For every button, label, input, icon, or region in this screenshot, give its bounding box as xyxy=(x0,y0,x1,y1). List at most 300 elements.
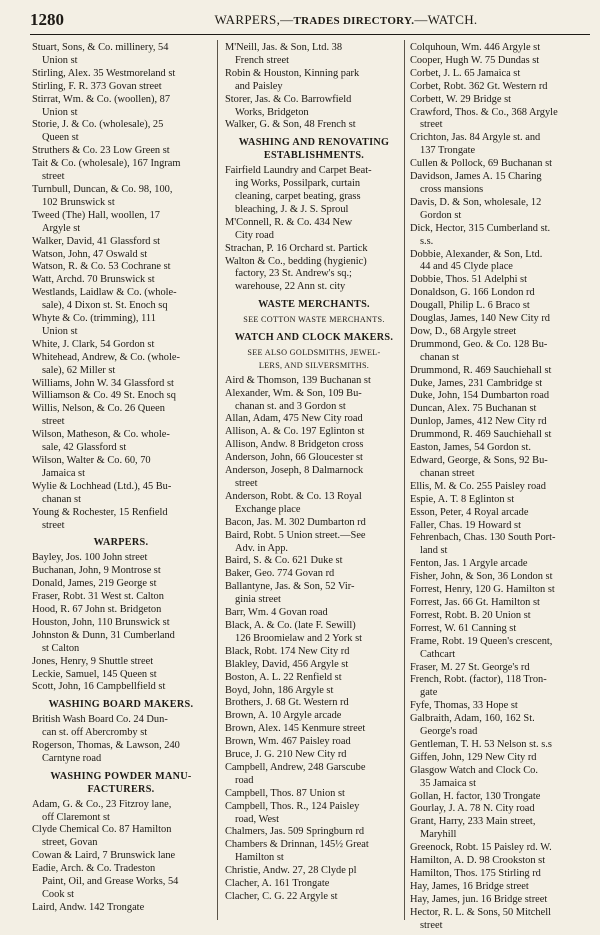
text-line: FACTURERS. xyxy=(87,783,155,795)
text-line: Anderson, John, 66 Gloucester st xyxy=(225,452,363,464)
text-line: off Claremont st xyxy=(42,811,110,823)
text-line: Anderson, Joseph, 8 Dalmarnock xyxy=(225,465,364,477)
text-line: Walton & Co., bedding (hygienic) xyxy=(225,255,367,267)
column-divider xyxy=(404,40,405,920)
text-line: Esson, Peter, 4 Royal arcade xyxy=(410,506,529,518)
text-line: chanan street xyxy=(420,467,475,479)
text-line: Allison, Andw. 8 Bridgeton cross xyxy=(225,439,364,451)
text-line: Union st xyxy=(42,54,78,66)
directory-entry xyxy=(410,623,586,636)
directory-entry xyxy=(225,801,403,827)
text-line: Allan, Adam, 475 New City road xyxy=(225,413,363,425)
text-line: street xyxy=(420,119,443,131)
text-line: 137 Trongate xyxy=(420,145,476,157)
text-line: Fenton, Jas. 1 Argyle arcade xyxy=(410,558,528,570)
text-line: road xyxy=(235,774,254,786)
text-line: 102 Brunswick st xyxy=(42,196,115,208)
directory-entry xyxy=(225,697,403,710)
directory-entry xyxy=(410,442,586,455)
text-line: street, Govan xyxy=(42,837,98,849)
directory-entry xyxy=(32,863,210,902)
text-line: Forrest, Robt. B. 20 Union st xyxy=(410,609,531,621)
directory-entry xyxy=(410,326,586,339)
text-line: Argyle st xyxy=(42,222,81,234)
text-line: Ballantyne, Jas. & Son, 52 Vir- xyxy=(225,581,355,593)
text-line: Black, A. & Co. (late F. Sewill) xyxy=(225,619,356,631)
text-line: Williamson & Co. 49 St. Enoch sq xyxy=(32,390,176,402)
text-line: and Paisley xyxy=(235,80,283,92)
directory-entry xyxy=(410,584,586,597)
text-line: Union st xyxy=(42,325,78,337)
directory-entry xyxy=(225,723,403,736)
directory-entry xyxy=(410,132,586,158)
text-line: Turnbull, Duncan, & Co. 98, 100, xyxy=(32,183,173,195)
text-line: Tait & Co. (wholesale), 167 Ingram xyxy=(32,158,181,170)
text-line: s.s. xyxy=(420,235,434,247)
directory-entry xyxy=(410,416,586,429)
directory-entry xyxy=(225,530,403,556)
text-line: Cowan & Laird, 7 Brunswick lane xyxy=(32,850,176,862)
directory-entry xyxy=(32,403,210,429)
directory-entry xyxy=(32,352,210,378)
text-line: Bayley, Jos. 100 John street xyxy=(32,552,148,564)
directory-entry xyxy=(225,375,403,388)
text-line: Gollan, H. factor, 130 Trongate xyxy=(410,790,541,802)
text-line: SEE COTTON WASTE MERCHANTS. xyxy=(243,315,385,325)
directory-entry xyxy=(32,681,210,694)
directory-entry xyxy=(32,42,210,68)
text-line: Easton, James, 54 Gordon st. xyxy=(410,442,531,454)
text-line: Ellis, M. & Co. 255 Paisley road xyxy=(410,480,546,492)
running-title: WARPERS,—TRADES DIRECTORY.—WATCH. xyxy=(214,12,478,27)
directory-entry xyxy=(410,674,586,700)
text-line: Crichton, Jas. 84 Argyle st. and xyxy=(410,132,541,144)
text-line: Forrest, Henry, 120 G. Hamilton st xyxy=(410,584,555,596)
directory-entry xyxy=(32,378,210,391)
section-heading xyxy=(32,699,210,712)
text-line: George's road xyxy=(420,726,478,738)
text-line: Galbraith, Adam, 160, 162 St. xyxy=(410,713,535,725)
text-line: M'Connell, R. & Co. 434 New xyxy=(225,216,353,228)
text-line: Hamilton st xyxy=(235,852,284,864)
directory-entry xyxy=(225,165,403,217)
text-line: Douglas, James, 140 New City rd xyxy=(410,313,550,325)
directory-entry xyxy=(410,597,586,610)
text-line: Houston, John, 110 Brunswick st xyxy=(32,616,170,628)
text-line: Brown, Wm. 467 Paisley road xyxy=(225,736,351,748)
text-line: Jones, Henry, 9 Shuttle street xyxy=(32,655,154,667)
directory-entry xyxy=(410,507,586,520)
text-line: Paint, Oil, and Grease Works, 54 xyxy=(42,876,179,888)
directory-entry xyxy=(32,850,210,863)
directory-entry xyxy=(32,617,210,630)
text-line: Baird, Robt. 5 Union street.—See xyxy=(225,529,366,541)
directory-entry xyxy=(225,581,403,607)
text-line: Hay, James, 16 Bridge street xyxy=(410,880,529,892)
directory-entry xyxy=(32,145,210,158)
directory-entry xyxy=(410,571,586,584)
directory-entry xyxy=(32,799,210,825)
directory-entry xyxy=(32,507,210,533)
section-heading xyxy=(225,137,403,163)
text-line: cleaning, carpet beating, grass xyxy=(235,190,361,202)
section-heading xyxy=(32,537,210,550)
text-line: Gourlay, J. A. 78 N. City road xyxy=(410,803,535,815)
text-line: Campbell, Thos. R., 124 Paisley xyxy=(225,800,360,812)
directory-entry xyxy=(32,481,210,507)
directory-entry xyxy=(410,42,586,55)
directory-entry xyxy=(32,261,210,274)
text-line: Walker, David, 41 Glassford st xyxy=(32,235,161,247)
text-line: sale), 4 Dixon st. St. Enoch sq xyxy=(42,300,168,312)
text-line: bleaching, J. & J. S. Sproul xyxy=(235,203,349,215)
text-line: Wilson, Matheson, & Co. whole- xyxy=(32,429,170,441)
directory-entry xyxy=(32,630,210,656)
header-right-keyword: WATCH. xyxy=(427,12,478,27)
text-line: cross mansions xyxy=(420,183,484,195)
text-line: Cook st xyxy=(42,889,75,900)
text-line: Blakley, David, 456 Argyle st xyxy=(225,658,349,670)
cross-reference-note xyxy=(225,314,403,327)
directory-entry xyxy=(410,403,586,416)
text-line: Hector, R. L. & Sons, 50 Mitchell xyxy=(410,906,551,918)
directory-entry xyxy=(410,429,586,442)
directory-entry xyxy=(32,824,210,850)
text-line: Glasgow Watch and Clock Co. xyxy=(410,764,538,776)
text-line: Hay, James, jun. 16 Bridge street xyxy=(410,893,548,905)
text-line: French street xyxy=(235,54,289,66)
directory-entry xyxy=(32,249,210,262)
text-line: Rogerson, Thomas, & Lawson, 240 xyxy=(32,740,180,752)
directory-entry xyxy=(32,565,210,578)
text-line: Adv. in App. xyxy=(235,542,289,554)
text-line: Watt, Archd. 70 Brunswick st xyxy=(32,274,155,286)
directory-entry xyxy=(32,81,210,94)
text-line: WASHING AND RENOVATING xyxy=(238,137,390,149)
text-line: Robin & Houston, Kinning park xyxy=(225,67,360,79)
text-line: Fisher, John, & Son, 36 London st xyxy=(410,571,553,583)
header-left-keyword: WARPERS, xyxy=(214,12,281,27)
directory-entry xyxy=(410,365,586,378)
directory-entry xyxy=(410,868,586,881)
directory-entry xyxy=(410,55,586,68)
text-line: warehouse, 22 Ann st. city xyxy=(235,281,346,293)
directory-entry xyxy=(225,788,403,801)
directory-entry xyxy=(410,287,586,300)
directory-entry xyxy=(32,591,210,604)
text-line: Wilson, Walter & Co. 60, 70 xyxy=(32,455,151,466)
directory-entry xyxy=(410,739,586,752)
text-line: chanan st xyxy=(42,493,81,505)
directory-entry xyxy=(32,68,210,81)
text-line: Duncan, Alex. 75 Buchanan st xyxy=(410,403,537,415)
text-line: factory, 23 St. Andrew's sq.; xyxy=(235,268,352,280)
text-line: Baird, S. & Co. 621 Duke st xyxy=(225,555,343,567)
directory-entry xyxy=(225,217,403,243)
text-line: Cullen & Pollock, 69 Buchanan st xyxy=(410,158,552,170)
directory-entry xyxy=(225,243,403,256)
text-line: Drummond, R. 469 Sauchiehall st xyxy=(410,364,552,376)
directory-entry xyxy=(32,339,210,352)
text-line: Chalmers, Jas. 509 Springburn rd xyxy=(225,826,365,838)
directory-entry xyxy=(410,907,586,933)
text-line: Donaldson, G. 166 London rd xyxy=(410,287,535,299)
text-line: Williams, John W. 34 Glassford st xyxy=(32,377,174,389)
directory-entry xyxy=(225,659,403,672)
text-line: SEE ALSO GOLDSMITHS, JEWEL- xyxy=(247,347,381,357)
text-line: Queen st xyxy=(42,132,79,144)
text-line: Wylie & Lochhead (Ltd.), 45 Bu- xyxy=(32,480,172,492)
text-line: Exchange place xyxy=(235,503,301,515)
text-line: Watson, R. & Co. 53 Cochrane st xyxy=(32,261,171,273)
directory-entry xyxy=(410,339,586,365)
directory-entry xyxy=(410,313,586,326)
text-line: sale, 42 Glassford st xyxy=(42,442,127,454)
text-line: LERS, AND SILVERSMITHS. xyxy=(258,360,370,370)
directory-entry xyxy=(32,313,210,339)
text-line: Walker, G. & Son, 48 French st xyxy=(225,119,356,131)
text-line: Jamaica st xyxy=(42,467,85,479)
text-line: Storer, Jas. & Co. Barrowfield xyxy=(225,93,352,105)
text-line: Cathcart xyxy=(420,648,456,660)
directory-entry xyxy=(225,672,403,685)
text-line: Fyfe, Thomas, 33 Hope st xyxy=(410,700,518,712)
text-line: Eadie, Arch. & Co. Tradeston xyxy=(32,863,156,875)
text-line: Campbell, Thos. 87 Union st xyxy=(225,787,345,799)
directory-entry xyxy=(410,223,586,249)
text-line: Anderson, Robt. & Co. 13 Royal xyxy=(225,490,362,502)
directory-entry xyxy=(225,555,403,568)
text-line: Davis, D. & Son, wholesale, 12 xyxy=(410,196,542,208)
text-line: Carntyne road xyxy=(42,752,102,764)
text-line: Clyde Chemical Co. 87 Hamilton xyxy=(32,824,172,836)
text-line: Johnston & Dunn, 31 Cumberland xyxy=(32,629,175,641)
column-3 xyxy=(410,42,586,933)
text-line: Greenock, Robt. 15 Paisley rd. W. xyxy=(410,842,552,854)
directory-entry xyxy=(410,107,586,133)
text-line: Dobbie, Thos. 51 Adelphi st xyxy=(410,274,527,286)
text-line: Alexander, Wm. & Son, 109 Bu- xyxy=(225,387,362,399)
directory-entry xyxy=(32,158,210,184)
directory-entry xyxy=(410,455,586,481)
text-line: Struthers & Co. 23 Low Green st xyxy=(32,145,170,157)
text-line: Fraser, M. 27 St. George's rd xyxy=(410,661,530,673)
text-line: Hood, R. 67 John st. Bridgeton xyxy=(32,603,162,615)
directory-entry xyxy=(32,274,210,287)
cross-reference-note xyxy=(225,347,403,373)
text-line: Clacher, C. G. 22 Argyle st xyxy=(225,891,338,902)
text-line: Dow, D., 68 Argyle street xyxy=(410,325,517,337)
text-line: Duke, John, 154 Dumbarton road xyxy=(410,390,550,402)
directory-entry xyxy=(410,171,586,197)
text-line: Stirling, Alex. 35 Westmoreland st xyxy=(32,67,176,79)
text-line: French, Robt. (factor), 118 Tron- xyxy=(410,674,547,686)
directory-entry xyxy=(410,752,586,765)
directory-entry xyxy=(410,94,586,107)
text-line: st Calton xyxy=(42,642,80,654)
section-heading xyxy=(225,299,403,312)
text-line: Bacon, Jas. M. 302 Dumbarton rd xyxy=(225,516,366,528)
text-line: Laird, Andw. 142 Trongate xyxy=(32,901,145,913)
text-line: Leckie, Samuel, 145 Queen st xyxy=(32,668,157,680)
directory-entry xyxy=(225,891,403,904)
directory-entry xyxy=(410,274,586,287)
text-line: Willis, Nelson, & Co. 26 Queen xyxy=(32,403,165,415)
text-line: Chambers & Drinnan, 145½ Great xyxy=(225,839,369,851)
directory-entry xyxy=(225,878,403,891)
text-line: can st. off Abercromby st xyxy=(42,727,148,739)
directory-entry xyxy=(410,81,586,94)
text-line: City road xyxy=(235,229,274,241)
directory-entry xyxy=(225,42,403,68)
directory-entry xyxy=(410,816,586,842)
directory-entry xyxy=(410,494,586,507)
text-line: Drummond, R. 469 Sauchiehall st xyxy=(410,429,552,441)
text-line: White, J. Clark, 54 Gordon st xyxy=(32,338,155,350)
text-line: Young & Rochester, 15 Renfield xyxy=(32,506,168,518)
text-line: Clacher, A. 161 Trongate xyxy=(225,878,330,890)
running-header xyxy=(30,10,590,35)
directory-entry xyxy=(225,607,403,620)
text-line: street xyxy=(235,478,258,489)
directory-entry xyxy=(32,287,210,313)
text-line: Frame, Robt. 19 Queen's crescent, xyxy=(410,635,553,647)
directory-entry xyxy=(225,388,403,414)
text-line: WASHING POWDER MANU- xyxy=(50,770,192,782)
text-line: Strachan, P. 16 Orchard st. Partick xyxy=(225,242,368,254)
directory-entry xyxy=(225,568,403,581)
text-line: land st xyxy=(420,545,448,557)
directory-entry xyxy=(410,197,586,223)
text-line: Dunlop, James, 412 New City rd xyxy=(410,416,547,428)
text-line: ESTABLISHMENTS. xyxy=(263,150,365,162)
text-line: WASTE MERCHANTS. xyxy=(258,299,370,311)
directory-entry xyxy=(410,700,586,713)
directory-entry xyxy=(225,517,403,530)
directory-entry xyxy=(410,390,586,403)
directory-entry xyxy=(32,714,210,740)
directory-entry xyxy=(410,791,586,804)
directory-entry xyxy=(225,256,403,295)
text-line: Scott, John, 16 Campbellfield st xyxy=(32,681,166,693)
directory-entry xyxy=(225,465,403,491)
directory-entry xyxy=(32,94,210,120)
text-line: Fehrenbach, Chas. 130 South Port- xyxy=(410,532,556,544)
directory-entry xyxy=(410,481,586,494)
text-line: road, West xyxy=(235,813,279,825)
section-heading xyxy=(32,771,210,797)
text-line: chanan st xyxy=(420,351,459,363)
directory-entry xyxy=(225,620,403,646)
text-line: gate xyxy=(420,687,438,699)
directory-entry xyxy=(225,749,403,762)
directory-entry xyxy=(32,740,210,766)
text-line: Fraser, Robt. 31 West st. Calton xyxy=(32,591,164,603)
text-line: ing Works, Possilpark, curtain xyxy=(235,178,361,190)
text-line: 126 Broomielaw and 2 York st xyxy=(235,632,362,644)
directory-entry xyxy=(410,300,586,313)
directory-entry xyxy=(410,249,586,275)
directory-entry xyxy=(225,826,403,839)
text-line: Stirling, F. R. 373 Govan street xyxy=(32,80,162,92)
text-line: M'Neill, Jas. & Son, Ltd. 38 xyxy=(225,42,343,53)
directory-entry xyxy=(32,390,210,403)
text-line: Works, Bridgeton xyxy=(235,106,309,118)
text-line: street xyxy=(42,171,65,183)
column-1 xyxy=(32,42,210,915)
text-line: Aird & Thomson, 139 Buchanan st xyxy=(225,374,371,386)
text-line: Davidson, James A. 15 Charing xyxy=(410,171,542,183)
text-line: chanan st. and 3 Gordon st xyxy=(235,400,346,412)
directory-entry xyxy=(410,765,586,791)
directory-entry xyxy=(32,552,210,565)
text-line: Gordon st xyxy=(420,209,462,221)
text-line: Crawford, Thos. & Co., 368 Argyle xyxy=(410,106,558,118)
text-line: Stuart, Sons, & Co. millinery, 54 xyxy=(32,42,169,53)
directory-entry xyxy=(32,236,210,249)
directory-entry xyxy=(32,455,210,481)
text-line: Bruce, J. G. 210 New City rd xyxy=(225,749,347,761)
column-divider xyxy=(217,40,218,920)
directory-entry xyxy=(225,68,403,94)
directory-entry xyxy=(225,762,403,788)
directory-entry xyxy=(32,656,210,669)
directory-entry xyxy=(225,646,403,659)
text-line: 44 and 45 Clyde place xyxy=(420,261,513,273)
directory-entry xyxy=(410,894,586,907)
directory-entry xyxy=(225,685,403,698)
directory-entry xyxy=(410,610,586,623)
directory-entry xyxy=(32,578,210,591)
directory-entry xyxy=(225,839,403,865)
text-line: Black, Robt. 174 New City rd xyxy=(225,645,350,657)
directory-entry xyxy=(410,662,586,675)
text-line: Grant, Harry, 233 Main street, xyxy=(410,816,536,828)
text-line: ginia street xyxy=(235,594,281,606)
text-line: Hamilton, A. D. 98 Crookston st xyxy=(410,855,546,867)
text-line: Corbet, J. L. 65 Jamaica st xyxy=(410,67,521,79)
text-line: Drummond, Geo. & Co. 128 Bu- xyxy=(410,338,548,350)
text-line: British Wash Board Co. 24 Dun- xyxy=(32,714,168,726)
text-line: Faller, Chas. 19 Howard st xyxy=(410,519,521,531)
column-2 xyxy=(225,42,403,904)
text-line: Gentleman, T. H. 53 Nelson st. s.s xyxy=(410,738,552,750)
directory-entry xyxy=(32,604,210,617)
text-line: Hamilton, Thos. 175 Stirling rd xyxy=(410,868,541,879)
text-line: Christie, Andw. 27, 28 Clyde pl xyxy=(225,865,357,877)
text-line: Forrest, W. 61 Canning st xyxy=(410,622,517,634)
text-line: Whyte & Co. (trimming), 111 xyxy=(32,313,156,325)
section-heading xyxy=(225,332,403,345)
text-line: Barr, Wm. 4 Govan road xyxy=(225,607,328,619)
text-line: street xyxy=(420,919,443,931)
text-line: Maryhill xyxy=(420,829,457,841)
text-line: WATCH AND CLOCK MAKERS. xyxy=(234,332,394,344)
text-line: Brown, A. 10 Argyle arcade xyxy=(225,710,342,722)
text-line: Tweed (The) Hall, woollen, 17 xyxy=(32,209,160,221)
text-line: sale), 62 Miller st xyxy=(42,364,116,376)
directory-entry xyxy=(225,491,403,517)
text-line: Westlands, Laidlaw & Co. (whole- xyxy=(32,287,177,299)
directory-entry xyxy=(225,94,403,120)
text-line: Brown, Alex. 145 Kenmure street xyxy=(225,723,366,735)
text-line: Duke, James, 231 Cambridge st xyxy=(410,377,543,389)
directory-entry xyxy=(32,902,210,915)
text-line: Dobbie, Alexander, & Son, Ltd. xyxy=(410,248,543,260)
text-line: Union st xyxy=(42,106,78,118)
directory-entry xyxy=(225,119,403,132)
directory-entry xyxy=(410,68,586,81)
